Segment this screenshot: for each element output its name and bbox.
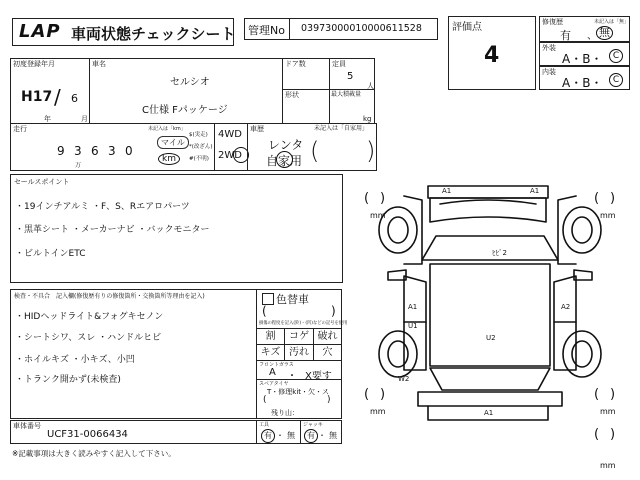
- car-grade: C仕様 Fパッケージ: [142, 105, 228, 116]
- max-load-box: [329, 89, 375, 124]
- repair-yes: 有: [560, 29, 571, 42]
- mileage-man-unit: 万: [75, 162, 82, 169]
- repair-label: 修復歴: [542, 18, 563, 26]
- score-value: 4: [484, 43, 500, 68]
- shape-label: 形状: [285, 91, 299, 99]
- mileage-unit-km: km: [158, 153, 180, 165]
- damage-note: 損傷の程度を記入(鈴)・(凹)などの記号を使用: [259, 321, 348, 326]
- damage-mark: A1: [442, 187, 452, 195]
- first-reg-label: 初度登録年月: [13, 60, 55, 68]
- hub-front-right: [572, 217, 592, 243]
- hub-front-left: [388, 217, 408, 243]
- vin-box: [10, 420, 257, 444]
- inspection-item: ・ホイルキズ ・小キズ、小凹: [15, 355, 135, 365]
- mm-label: mm: [600, 407, 616, 416]
- score-box: [448, 16, 536, 90]
- mm-label: mm: [370, 407, 386, 416]
- spare-tire-bracket-left: (: [263, 395, 267, 405]
- bracket: (: [364, 191, 370, 206]
- interior-box: [539, 66, 630, 90]
- roof: [430, 264, 550, 366]
- mileage-status-tampered: *(改ざん): [189, 144, 213, 150]
- wheel-front-right: [563, 207, 601, 253]
- front-glass-x: X要す: [305, 371, 332, 382]
- use-label: 車歴: [250, 125, 264, 133]
- repair-note: 未記入は「無」: [594, 19, 630, 25]
- rear-glass: [430, 368, 550, 390]
- front-glass-label: フロントガラス: [259, 362, 294, 368]
- mileage-digit: 9: [57, 144, 65, 158]
- drive-box: [214, 123, 248, 171]
- mileage-box: [10, 123, 215, 171]
- jack-no: 無: [329, 431, 337, 440]
- inspection-item: ・シートシワ、スレ ・ハンドルヒビ: [15, 333, 162, 343]
- use-own-circle: [276, 151, 293, 168]
- inspection-label: 検査・不具合 記入欄(修復歴有りの修復箇所・交換箇所等理由を記入): [14, 293, 205, 300]
- repair-none: 無: [596, 26, 613, 40]
- bracket: ): [610, 387, 616, 402]
- car-name: セルシオ: [170, 77, 210, 88]
- inspection-item: ・トランク開かず(未検査): [15, 375, 121, 385]
- repair-box: [539, 16, 630, 42]
- first-reg-month: 6: [71, 92, 78, 105]
- mm-label: mm: [370, 211, 386, 220]
- footer-note: ※記載事項は大きく読みやすく記入して下さい。: [12, 449, 176, 458]
- car-name-label: 車名: [92, 60, 106, 68]
- car-name-box: [89, 58, 283, 124]
- score-label: 評価点: [452, 22, 482, 33]
- windshield: [422, 236, 558, 260]
- mileage-status-unknown: #(不明): [189, 156, 209, 162]
- tools-no: 無: [287, 431, 295, 440]
- damage-code: 汚れ: [284, 344, 314, 361]
- exterior-grade-circled: C: [609, 49, 623, 63]
- spare-remaining: 残り山：: [271, 409, 299, 417]
- damage-code: キズ: [256, 344, 285, 361]
- doors-box: [282, 58, 330, 90]
- first-reg-year-unit: 年: [44, 115, 51, 123]
- use-bracket-left: (: [310, 137, 320, 165]
- damage-mark: A1: [530, 187, 540, 195]
- first-reg-month-unit: 月: [81, 115, 88, 123]
- color-change-bracket-left: (: [262, 304, 267, 318]
- damage-mark: ﾋﾋﾞ2: [492, 249, 507, 257]
- mileage-label: 走行: [13, 125, 27, 133]
- use-bracket-right: ): [366, 137, 376, 165]
- inspection-item: ・HIDヘッドライト&フォグキセノン: [15, 312, 164, 322]
- tools-yes: 有: [261, 429, 275, 443]
- wheel-rear-left: [379, 331, 417, 377]
- sales-points-label: セールスポイント: [14, 178, 70, 186]
- car-diagram: [364, 176, 620, 442]
- shape-box: [282, 89, 330, 124]
- exterior-label: 外装: [542, 44, 556, 52]
- bracket: ): [380, 191, 386, 206]
- front-glass-dot: ・: [287, 371, 297, 382]
- use-rental: レンタ: [268, 138, 304, 152]
- front-glass-box: [256, 360, 342, 380]
- use-box: [247, 123, 377, 171]
- capacity-value: 5: [347, 71, 354, 82]
- sales-point-item: ・19インチアルミ ・F、S、Rエアロパーツ: [15, 202, 190, 212]
- mileage-digit: 0: [125, 144, 133, 158]
- max-load-unit: kg: [363, 115, 372, 123]
- jack-box: [300, 420, 342, 444]
- inspection-box: [10, 289, 257, 419]
- capacity-unit: 人: [367, 82, 374, 90]
- sales-point-item: ・黒革シート ・メーカーナビ ・バックモニター: [15, 225, 210, 235]
- interior-label: 内装: [542, 68, 556, 76]
- bracket: (: [594, 427, 600, 442]
- color-change-bracket-right: ): [331, 304, 336, 318]
- drive-4wd: 4WD: [218, 129, 242, 140]
- use-own: 自家用: [266, 154, 303, 168]
- exterior-grades: A・B・: [562, 52, 603, 66]
- wheel-rear-right: [563, 331, 601, 377]
- first-reg-slash: /: [54, 85, 61, 109]
- damage-mark: W2: [398, 375, 410, 383]
- vin-label: 車体番号: [13, 422, 41, 430]
- damage-code: 穴: [313, 344, 342, 361]
- mm-label: mm: [600, 211, 616, 220]
- max-load-label: 最大積載量: [331, 91, 362, 98]
- first-reg-box: [10, 58, 90, 124]
- use-note: 未記入は「自家用」: [314, 125, 369, 132]
- logo-title-box: [12, 18, 234, 46]
- first-reg-era: H17: [21, 89, 53, 105]
- damage-mark: U1: [408, 322, 418, 330]
- kanri-box: [244, 18, 438, 40]
- bracket: ): [380, 387, 386, 402]
- hub-rear-left: [388, 341, 408, 367]
- mileage-digit: 6: [91, 144, 99, 158]
- spare-tire-items: T・修理kit・欠・ス: [267, 388, 330, 396]
- damage-mark: A1: [408, 303, 418, 311]
- hood-line: [440, 200, 536, 204]
- damage-code: コゲ: [284, 328, 314, 345]
- tools-dot: ・: [276, 431, 284, 440]
- bracket: (: [594, 191, 600, 206]
- vin-value: UCF31-0066434: [47, 429, 128, 440]
- mm-label: mm: [600, 461, 616, 470]
- tools-box: [256, 420, 301, 444]
- front-fender-right: [558, 196, 576, 264]
- damage-code: 割: [256, 328, 285, 345]
- jack-dot: ・: [318, 431, 326, 440]
- jack-label: ジャッキ: [303, 422, 323, 428]
- damage-mark: U2: [486, 334, 496, 342]
- doors-label: ドア数: [285, 60, 306, 68]
- bracket: (: [594, 387, 600, 402]
- color-change-box: [256, 289, 348, 329]
- interior-grade-circled: C: [609, 73, 623, 87]
- damage-mark: A1: [484, 409, 494, 417]
- logo: LAP: [19, 21, 61, 42]
- damage-code: 破れ: [313, 328, 342, 345]
- color-change-label: 色替車: [276, 293, 309, 306]
- spare-tire-label: スペアタイヤ: [259, 381, 289, 387]
- capacity-box: [329, 58, 375, 90]
- repair-separator: 、: [587, 31, 597, 42]
- sales-point-item: ・ビルトインETC: [15, 249, 86, 259]
- mileage-unit-note: 未記入は「km」: [148, 126, 186, 132]
- damage-mark: A2: [561, 303, 571, 311]
- interior-grades: A・B・: [562, 76, 603, 90]
- spare-tire-bracket-right: ): [327, 395, 331, 405]
- kanri-label: 管理No: [248, 24, 285, 37]
- bracket: (: [364, 387, 370, 402]
- hood: [430, 198, 546, 222]
- jack-yes: 有: [304, 429, 318, 443]
- bracket: ): [610, 191, 616, 206]
- trunk: [418, 392, 562, 406]
- drive-2wd: 2WD: [218, 150, 242, 161]
- kanri-number: 03973000010000611528: [301, 23, 422, 34]
- front-fender-left: [404, 196, 422, 264]
- tools-label: 工具: [259, 422, 270, 428]
- bracket: ): [610, 427, 616, 442]
- mileage-unit-mile: マイル: [157, 136, 189, 149]
- mileage-digit: 3: [74, 144, 82, 158]
- capacity-label: 定員: [332, 60, 346, 68]
- exterior-box: [539, 42, 630, 66]
- front-glass-a: A: [269, 367, 276, 378]
- sales-points-box: [10, 174, 343, 283]
- hub-rear-right: [572, 341, 592, 367]
- mileage-digit: 3: [108, 144, 116, 158]
- mileage-status-actual: $(実走): [189, 132, 208, 138]
- spare-tire-box: [256, 379, 342, 419]
- sheet-title: 車両状態チェックシート: [71, 25, 236, 43]
